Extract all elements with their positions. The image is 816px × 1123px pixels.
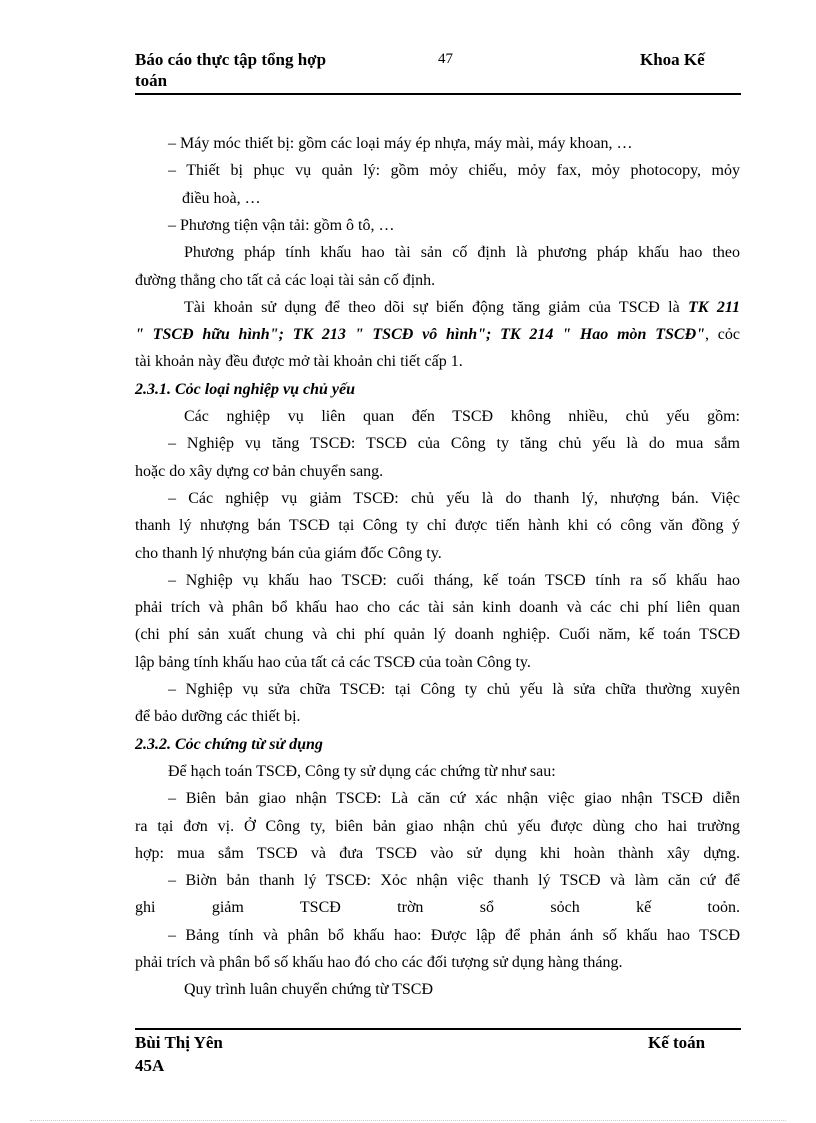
header-title-cont: toán (135, 71, 168, 90)
text-segment: – Nghiệp vụ tăng TSCĐ: TSCĐ của Công ty tăng chủ yếu là do mua sắm (168, 435, 740, 453)
text-segment: để bảo dưỡng các thiết bị. (135, 708, 301, 726)
text-segment: – Thiết bị phục vụ quản lý: gồm mỏy chiếu, mỏy fax, mỏy photocopy, mỏy (168, 162, 740, 180)
text-segment: – Nghiệp vụ khấu hao TSCĐ: cuối tháng, kế toán TSCĐ tính ra số khấu hao (168, 571, 740, 589)
text-line (168, 133, 740, 155)
text-segment: Tài khoản sử dụng để theo dõi sự biến động tăng giảm của TSCĐ là (184, 298, 689, 316)
emphasis-text: 2.3.2. Cỏc chứng từ sử dụng (135, 735, 323, 753)
text-line (168, 433, 740, 455)
page-number: 47 (438, 51, 453, 67)
text-segment: hợp: mua sắm TSCĐ và đưa TSCĐ vào sử dụng khi hoàn thành xây dựng. (135, 844, 740, 862)
text-line (135, 952, 740, 974)
emphasis-text: TK 211 (688, 298, 740, 316)
text-line (168, 160, 740, 182)
section-heading (135, 734, 740, 756)
text-segment: ra tại đơn vị. Ở Công ty, biên bản giao nhận chủ yếu được dùng cho hai trường (135, 817, 740, 835)
text-segment: phải trích và phân bổ khấu hao cho các tài sản kinh doanh và các chi phí liên quan (135, 599, 740, 617)
text-segment: , cỏc (705, 326, 740, 344)
text-line (184, 297, 740, 319)
text-line (168, 679, 740, 701)
header-rule (135, 93, 741, 95)
page-edge (30, 1120, 786, 1121)
text-line (182, 188, 740, 210)
text-segment: – Biờn bản thanh lý TSCĐ: Xỏc nhận việc thanh lý TSCĐ và làm căn cứ để (168, 872, 740, 890)
text-segment: lập bảng tính khấu hao của tất cả các TSCĐ của toàn Công ty. (135, 653, 531, 671)
text-line (135, 706, 740, 728)
text-segment: cho thanh lý nhượng bán của giám đốc Công ty. (135, 544, 442, 562)
text-segment: – Phương tiện vận tải: gồm ô tô, … (168, 216, 395, 234)
text-line (168, 570, 740, 592)
text-line (168, 788, 740, 810)
text-line (184, 979, 740, 1001)
text-segment: Quy trình luân chuyển chứng từ TSCĐ (184, 981, 434, 999)
text-line (135, 351, 740, 373)
emphasis-text: 2.3.1. Cỏc loại nghiệp vụ chủ yếu (135, 380, 356, 398)
text-line (168, 870, 740, 892)
text-segment: ghi giảm TSCĐ trờn sổ sỏch kế toỏn. (135, 899, 740, 917)
section-heading (135, 379, 740, 401)
footer-major: Kế toán (648, 1033, 706, 1052)
text-line (135, 270, 740, 292)
text-line (135, 324, 740, 346)
footer-author: Bùi Thị Yên (135, 1033, 223, 1052)
text-segment: – Nghiệp vụ sửa chữa TSCĐ: tại Công ty chủ yếu là sửa chữa thường xuyên (168, 681, 740, 698)
text-line (135, 461, 740, 483)
text-line (168, 925, 740, 947)
header-department: Khoa Kế (640, 50, 705, 69)
text-segment: hoặc do xây dựng cơ bản chuyển sang. (135, 462, 384, 480)
text-line (168, 761, 740, 783)
header-title: Báo cáo thực tập tổng hợp (135, 50, 327, 69)
text-segment: (chi phí sản xuất chung và chi phí quản lý doanh nghiệp. Cuối năm, kế toán TSCĐ (135, 626, 740, 644)
text-segment: – Các nghiệp vụ giảm TSCĐ: chủ yếu là do thanh lý, nhượng bán. Việc (168, 489, 740, 507)
text-line (135, 843, 740, 865)
emphasis-text: " TSCĐ hữu hình"; TK 213 " TSCĐ vô hình"; TK 214 " Hao mòn TSCĐ" (135, 326, 706, 344)
text-segment: – Biên bản giao nhận TSCĐ: Là căn cứ xác nhận việc giao nhận TSCĐ diễn (168, 790, 740, 808)
text-line (135, 543, 740, 565)
text-line (135, 597, 740, 619)
text-line (184, 406, 740, 428)
text-segment: phải trích và phân bổ số khấu hao đó cho các đối tượng sử dụng hàng tháng. (135, 954, 623, 971)
text-segment: thanh lý nhượng bán TSCĐ tại Công ty chỉ được tiến hành khi có công văn đồng ý (135, 517, 740, 535)
text-line (168, 488, 740, 510)
text-line (168, 215, 740, 237)
text-segment: điều hoà, … (182, 189, 261, 207)
text-line (135, 816, 740, 838)
footer-class: 45A (135, 1056, 165, 1075)
text-line (135, 624, 740, 646)
text-segment: đường thẳng cho tất cả các loại tài sản cố định. (135, 271, 436, 289)
text-segment: – Bảng tính và phân bổ khấu hao: Được lập để phản ánh số khấu hao TSCĐ (168, 926, 740, 944)
text-segment: Phương pháp tính khấu hao tài sản cố định là phương pháp khấu hao theo (184, 244, 740, 262)
text-line (184, 242, 740, 264)
text-segment: – Máy móc thiết bị: gồm các loại máy ép nhựa, máy mài, máy khoan, … (168, 135, 633, 152)
text-line (135, 515, 740, 537)
text-segment: Để hạch toán TSCĐ, Công ty sử dụng các chứng từ như sau: (168, 762, 556, 780)
text-segment: Các nghiệp vụ liên quan đến TSCĐ không nhiều, chủ yếu gồm: (184, 408, 740, 425)
text-line (135, 652, 740, 674)
footer-rule (135, 1028, 741, 1030)
text-segment: tài khoản này đều được mở tài khoản chi tiết cấp 1. (135, 353, 463, 371)
text-line (135, 897, 740, 919)
